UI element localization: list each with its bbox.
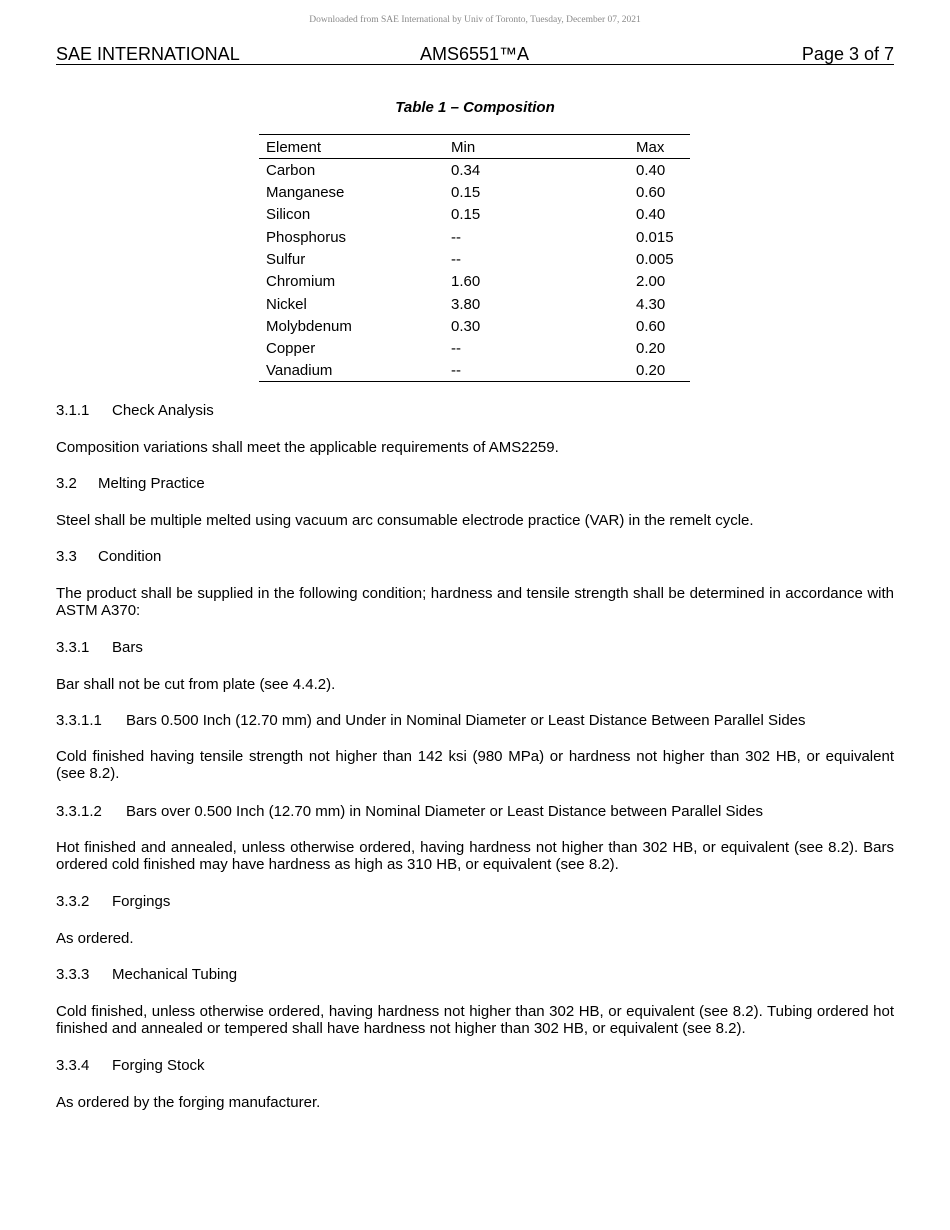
section-heading-3-3-1-2 [56, 803, 894, 820]
table-row [259, 270, 690, 292]
column-header: Min [444, 135, 629, 159]
min-cell: 1.60 [451, 273, 481, 291]
min-cell: -- [451, 340, 461, 358]
section-title: Check Analysis [112, 402, 214, 419]
column-header: Element [259, 135, 444, 159]
paragraph: Bar shall not be cut from plate (see 4.4.2). [56, 676, 336, 693]
element-cell: Copper [266, 340, 316, 358]
min-cell: -- [444, 359, 629, 381]
max-cell: 0.015 [636, 228, 674, 246]
section-heading-3-3-2 [56, 893, 894, 910]
section-heading-3-1-1 [56, 402, 894, 419]
paragraph: As ordered. [56, 930, 134, 947]
max-cell: 2.00 [636, 273, 666, 291]
min-cell: 3.80 [451, 295, 481, 313]
section-number: 3.2 [56, 475, 77, 492]
composition-table [259, 134, 690, 382]
table-row [259, 225, 690, 247]
table-row [259, 248, 690, 270]
section-number: 3.3.3 [56, 966, 90, 983]
paragraph: The product shall be supplied in the following condition; hardness and tensile strength shall be determined in accordance with ASTM A370: [56, 585, 894, 619]
paragraph: As ordered by the forging manufacturer. [56, 1094, 321, 1111]
section-number: 3.3.1.1 [56, 712, 102, 729]
max-cell: 0.20 [629, 359, 690, 381]
max-cell: 4.30 [636, 295, 666, 313]
element-cell: Phosphorus [266, 228, 347, 246]
paragraph: Cold finished having tensile strength not higher than 142 ksi (980 MPa) or hardness not higher than 302 HB, or equivalent (see 8.2). [56, 748, 894, 782]
element-cell: Carbon [266, 161, 316, 179]
element-cell: Molybdenum [266, 317, 352, 335]
header-page-number: Page 3 of 7 [801, 44, 894, 64]
section-heading-3-3 [56, 548, 894, 565]
max-cell: 0.005 [636, 250, 674, 268]
section-number: 3.3 [56, 548, 77, 565]
section-title: Melting Practice [98, 475, 205, 492]
section-number: 3.3.1.2 [56, 803, 102, 820]
max-cell: 0.60 [636, 317, 666, 335]
element-cell: Manganese [266, 184, 345, 202]
section-number: 3.1.1 [56, 402, 90, 419]
section-number: 3.3.1 [56, 639, 90, 656]
table-row [259, 181, 690, 203]
min-cell: 0.34 [451, 161, 481, 179]
section-title: Forging Stock [112, 1057, 205, 1074]
table-row [259, 203, 690, 225]
table-row [259, 292, 690, 314]
max-cell: 0.40 [636, 161, 666, 179]
section-title: Forgings [112, 893, 171, 910]
max-cell: 0.40 [636, 206, 666, 224]
min-cell: -- [451, 250, 461, 268]
header-doc-number: AMS6551™A [420, 44, 530, 64]
table-title: Table 1 – Composition [395, 99, 555, 116]
page-header [56, 44, 894, 65]
element-cell: Silicon [266, 206, 311, 224]
table-row [259, 159, 690, 181]
section-heading-3-3-3 [56, 966, 894, 983]
section-heading-3-2 [56, 475, 894, 492]
max-cell: 0.60 [636, 184, 666, 202]
section-number: 3.3.4 [56, 1057, 90, 1074]
paragraph: Composition variations shall meet the applicable requirements of AMS2259. [56, 439, 559, 456]
table-header-row [259, 135, 690, 159]
min-cell: 0.15 [451, 206, 481, 224]
section-title: Bars 0.500 Inch (12.70 mm) and Under in Nominal Diameter or Least Distance Between Parallel Sides [126, 712, 806, 729]
column-header: Max [629, 135, 690, 159]
element-cell: Chromium [266, 273, 336, 291]
section-heading-3-3-4 [56, 1057, 894, 1074]
element-cell: Sulfur [266, 250, 306, 268]
table-row [259, 337, 690, 359]
paragraph: Cold finished, unless otherwise ordered, having hardness not higher than 302 HB, or equivalent (see 8.2). Tubing ordered hot finished and annealed or tempered shall have hardness not higher than 302 HB, or equivalent (see 8.2). [56, 1003, 894, 1037]
table-row [259, 315, 690, 337]
paragraph: Steel shall be multiple melted using vacuum arc consumable electrode practice (VAR) in the remelt cycle. [56, 512, 754, 529]
download-watermark: Downloaded from SAE International by Univ of Toronto, Tuesday, December 07, 2021 [309, 15, 641, 25]
element-cell: Vanadium [259, 359, 444, 381]
section-title: Bars [112, 639, 143, 656]
section-title: Mechanical Tubing [112, 966, 238, 983]
min-cell: 0.30 [451, 317, 481, 335]
header-org: SAE INTERNATIONAL [56, 44, 240, 64]
section-number: 3.3.2 [56, 893, 90, 910]
min-cell: 0.15 [451, 184, 481, 202]
section-title: Bars over 0.500 Inch (12.70 mm) in Nominal Diameter or Least Distance between Parallel Sides [126, 803, 763, 820]
max-cell: 0.20 [636, 340, 666, 358]
table-row [259, 359, 690, 381]
section-title: Condition [98, 548, 162, 565]
section-heading-3-3-1 [56, 639, 894, 656]
element-cell: Nickel [266, 295, 307, 313]
section-heading-3-3-1-1 [56, 712, 894, 729]
paragraph: Hot finished and annealed, unless otherwise ordered, having hardness not higher than 302 HB, or equivalent (see 8.2). Bars ordered cold finished may have hardness as high as 310 HB, or equivalent (see 8.2). [56, 839, 894, 873]
min-cell: -- [451, 228, 461, 246]
